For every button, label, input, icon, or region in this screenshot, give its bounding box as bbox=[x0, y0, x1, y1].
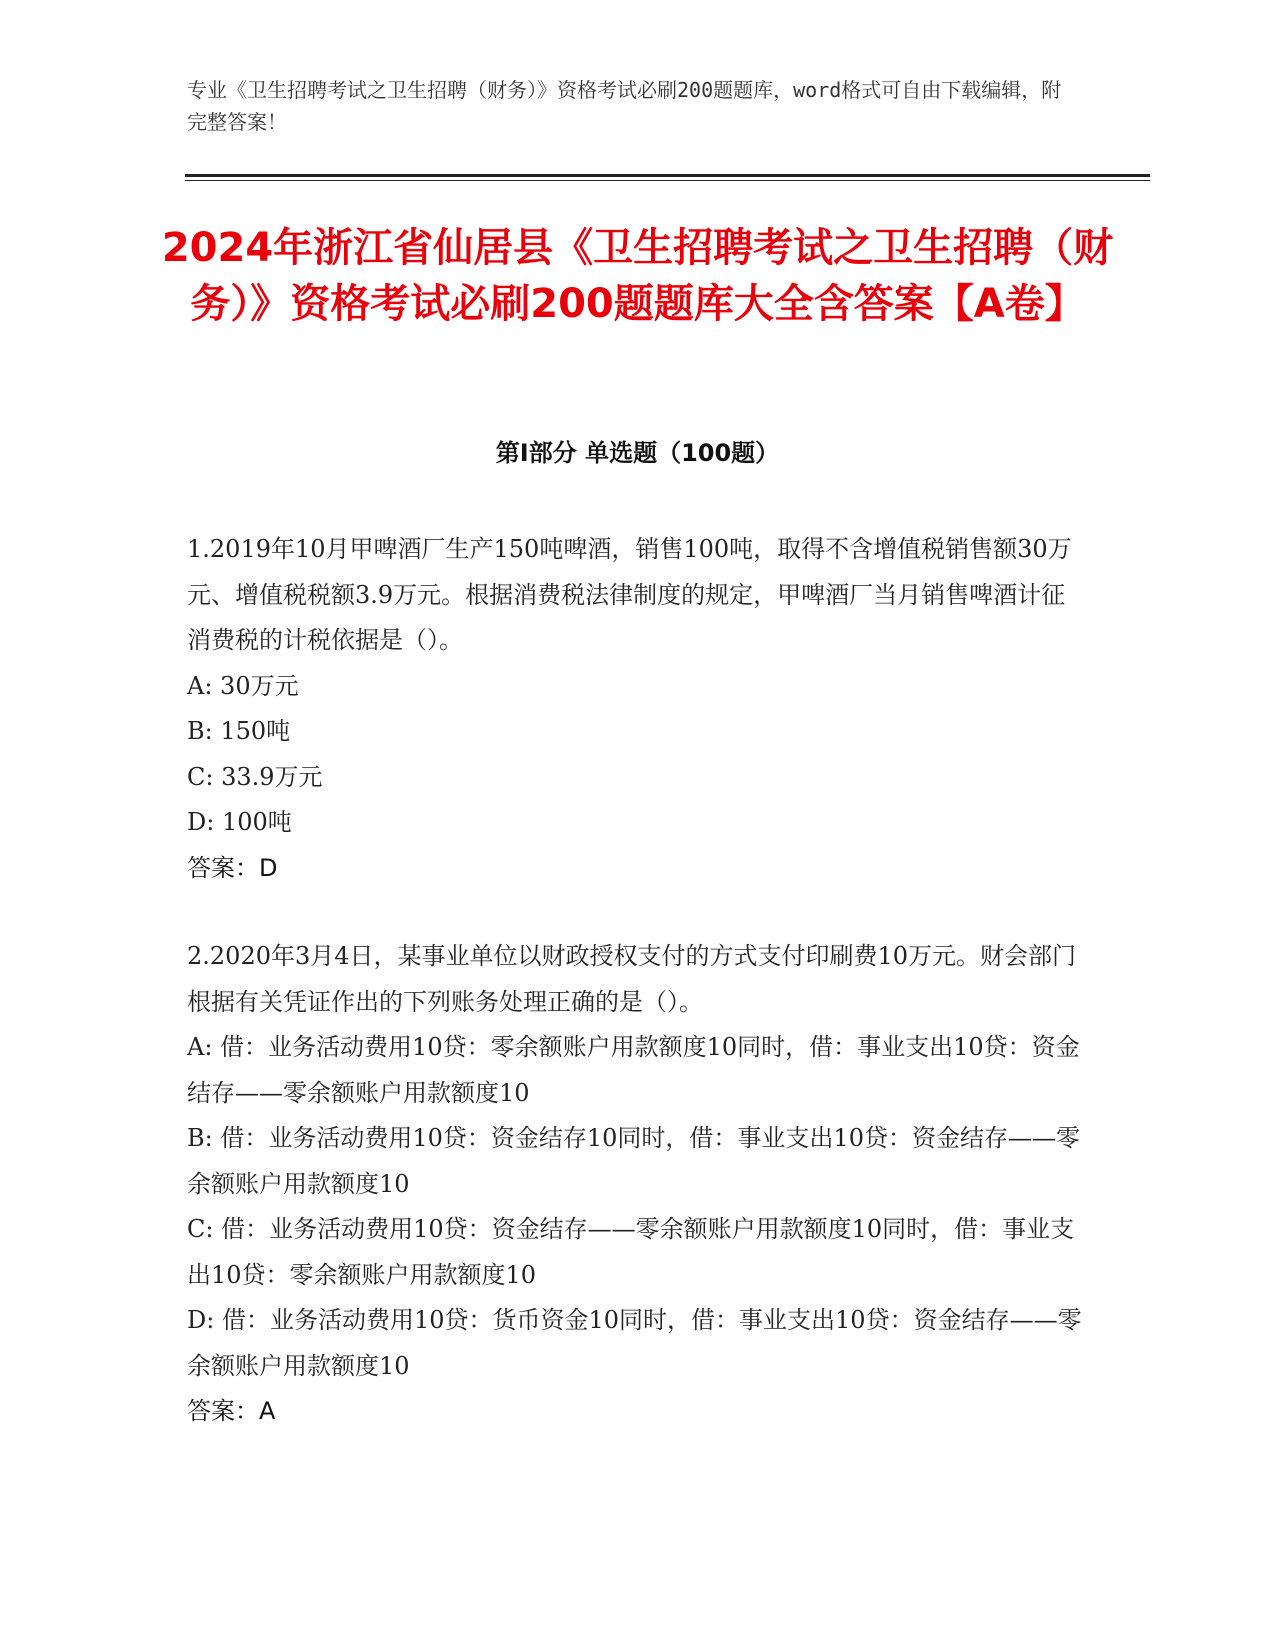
question-stem: 2.2020年3月4日，某事业单位以财政授权支付的方式支付印刷费10万元。财会部门根据有关凭证作出的下列账务处理正确的是（）。 bbox=[187, 942, 1077, 1016]
option-a: A: 30万元 bbox=[187, 671, 299, 700]
document-title: 2024年浙江省仙居县《卫生招聘考试之卫生招聘（财务）》资格考试必刷200题题库大全含答案【A卷】 bbox=[161, 225, 1114, 327]
option-a: A: 借：业务活动费用10贷：零余额账户用款额度10同时，借：事业支出10贷：资金结存——零余额账户用款额度10 bbox=[187, 1033, 1080, 1107]
question-2 bbox=[187, 934, 1087, 1435]
section-title: 第Ⅰ部分 单选题（100题） bbox=[495, 439, 780, 467]
option-c: C: 借：业务活动费用10贷：资金结存——零余额账户用款额度10同时，借：事业支出10贷：零余额账户用款额度10 bbox=[187, 1215, 1075, 1289]
answer: 答案：A bbox=[187, 1397, 276, 1425]
header-rule-thin bbox=[185, 180, 1150, 181]
question-stem: 1.2019年10月甲啤酒厂生产150吨啤酒，销售100吨，取得不含增值税销售额30万元、增值税税额3.9万元。根据消费税法律制度的规定，甲啤酒厂当月销售啤酒计征消费税的计税依据是（）。 bbox=[187, 535, 1072, 654]
header-rule-thick bbox=[185, 174, 1150, 177]
option-c: C: 33.9万元 bbox=[187, 762, 323, 791]
option-b: B: 借：业务活动费用10贷：资金结存10同时，借：事业支出10贷：资金结存——零余额账户用款额度10 bbox=[187, 1124, 1080, 1198]
option-d: D: 100吨 bbox=[187, 808, 292, 836]
option-b: B: 150吨 bbox=[187, 717, 291, 745]
option-d: D: 借：业务活动费用10贷：货币资金10同时，借：事业支出10贷：资金结存——零余额账户用款额度10 bbox=[187, 1306, 1082, 1380]
question-1 bbox=[187, 527, 1087, 891]
header-note: 专业《卫生招聘考试之卫生招聘（财务）》资格考试必刷200题题库，word格式可自由下载编辑，附完整答案！ bbox=[187, 78, 1062, 134]
answer: 答案：D bbox=[187, 853, 278, 882]
